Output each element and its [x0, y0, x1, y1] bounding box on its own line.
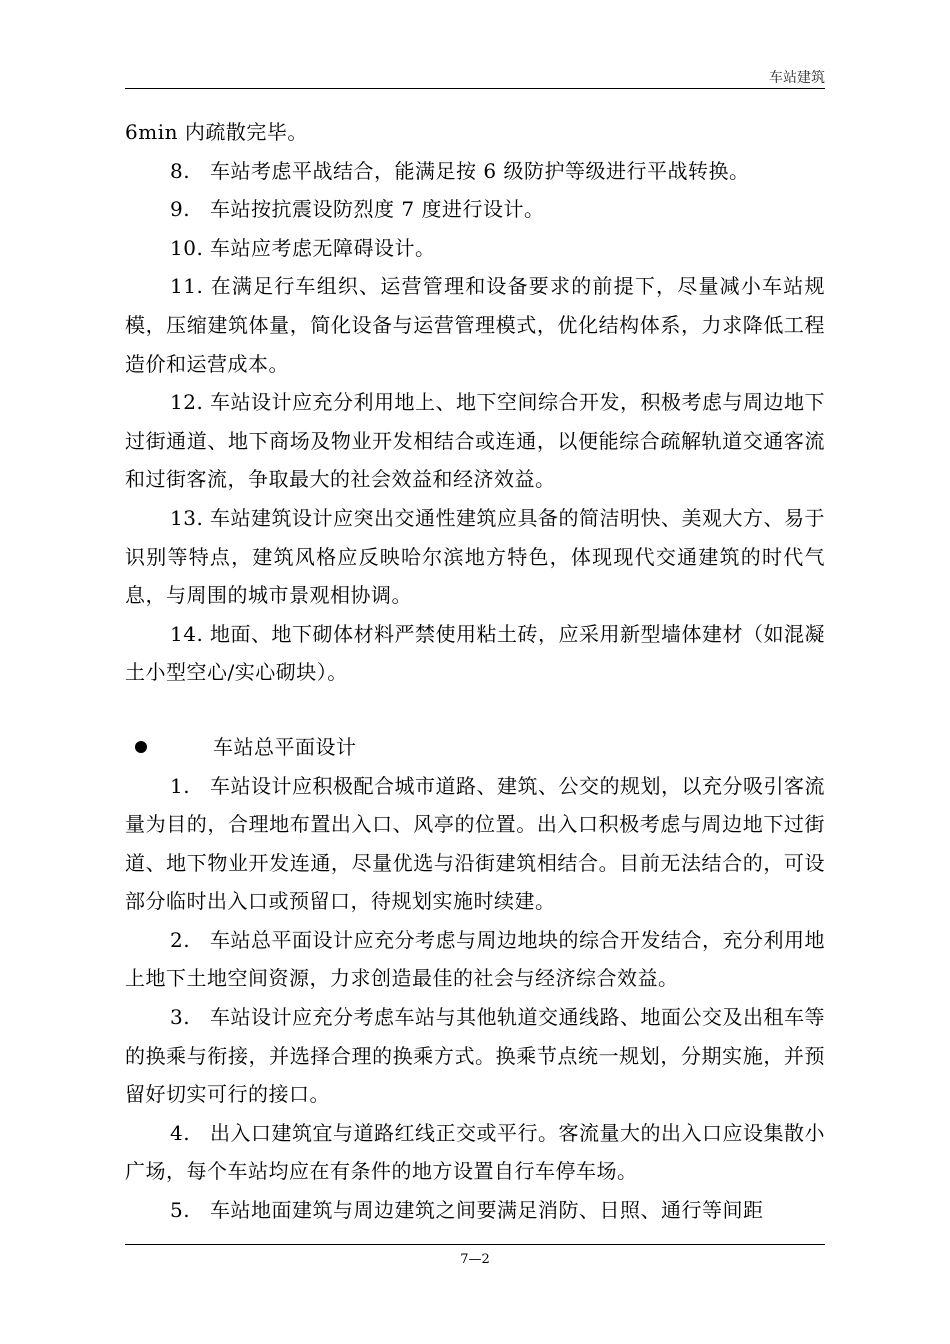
bullet-icon — [135, 741, 147, 753]
item-text: 车站设计应充分考虑车站与其他轨道交通线路、地面公交及出租车等的换乘与衔接，并选择合理的换乘方式。换乘节点统一规划，分期实施，并预留好切实可行的接口。 — [125, 1005, 825, 1107]
item-number: 13. — [170, 505, 204, 530]
item-number: 3. — [170, 1005, 191, 1030]
list-item — [125, 1114, 825, 1191]
item-number: 9. — [170, 197, 191, 222]
header-divider — [125, 88, 825, 89]
item-text: 地面、地下砌体材料严禁使用粘土砖，应采用新型墙体建材（如混凝土小型空心/实心砌块）。 — [125, 621, 825, 685]
item-text: 车站地面建筑与周边建筑之间要满足消防、日照、通行等间距 — [210, 1198, 764, 1223]
item-text: 车站考虑平战结合，能满足按 6 级防护等级进行平战转换。 — [210, 158, 750, 183]
item-text: 车站按抗震设防烈度 7 度进行设计。 — [210, 197, 545, 222]
running-header: 车站建筑 — [769, 70, 825, 86]
paragraph-spacer — [125, 692, 825, 728]
list-item — [125, 267, 825, 383]
section-title: 车站总平面设计 — [213, 734, 357, 759]
item-number: 4. — [170, 1120, 191, 1145]
list-item — [125, 499, 825, 615]
item-number: 2. — [170, 927, 191, 952]
section-heading — [125, 728, 825, 767]
paragraph-intro: 6min 内疏散完毕。 — [125, 120, 308, 144]
list-item — [125, 615, 825, 692]
list-item — [125, 190, 825, 229]
list-item — [125, 998, 825, 1114]
page-number: 7—2 — [460, 1252, 490, 1267]
list-item — [125, 921, 825, 998]
document-body — [125, 113, 825, 1230]
list-item — [125, 152, 825, 191]
list-item — [125, 229, 825, 268]
item-number: 12. — [170, 390, 204, 415]
item-text: 车站总平面设计应充分考虑与周边地块的综合开发结合，充分利用地上地下土地空间资源，力求创造最佳的社会与经济综合效益。 — [125, 927, 825, 991]
item-text: 出入口建筑宜与道路红线正交或平行。客流量大的出入口应设集散小广场，每个车站均应在有条件的地方设置自行车停车场。 — [125, 1120, 825, 1184]
item-number: 1. — [170, 773, 191, 798]
item-number: 14. — [170, 621, 204, 646]
list-item — [125, 383, 825, 499]
item-text: 在满足行车组织、运营管理和设备要求的前提下，尽量减小车站规模，压缩建筑体量，简化设备与运营管理模式，优化结构体系，力求降低工程造价和运营成本。 — [125, 274, 825, 376]
item-text: 车站应考虑无障碍设计。 — [210, 235, 436, 260]
footer-divider — [125, 1244, 825, 1245]
item-number: 11. — [170, 274, 204, 299]
list-item — [125, 767, 825, 921]
item-text: 车站设计应积极配合城市道路、建筑、公交的规划，以充分吸引客流量为目的，合理地布置出入口、风亭的位置。出入口积极考虑与周边地下过街道、地下物业开发连通，尽量优选与沿街建筑相结合。目前无法结合的，可设部分临时出入口或预留口，待规划实施时续建。 — [125, 773, 825, 914]
item-text: 车站设计应充分利用地上、地下空间综合开发，积极考虑与周边地下过街通道、地下商场及物业开发相结合或连通，以便能综合疏解轨道交通客流和过街客流，争取最大的社会效益和经济效益。 — [125, 390, 825, 492]
item-text: 车站建筑设计应突出交通性建筑应具备的简洁明快、美观大方、易于识别等特点，建筑风格应反映哈尔滨地方特色，体现现代交通建筑的时代气息，与周围的城市景观相协调。 — [125, 505, 825, 608]
item-number: 8. — [170, 158, 191, 183]
item-number: 5. — [170, 1198, 191, 1223]
list-item — [125, 1191, 825, 1230]
item-number: 10. — [170, 235, 204, 260]
